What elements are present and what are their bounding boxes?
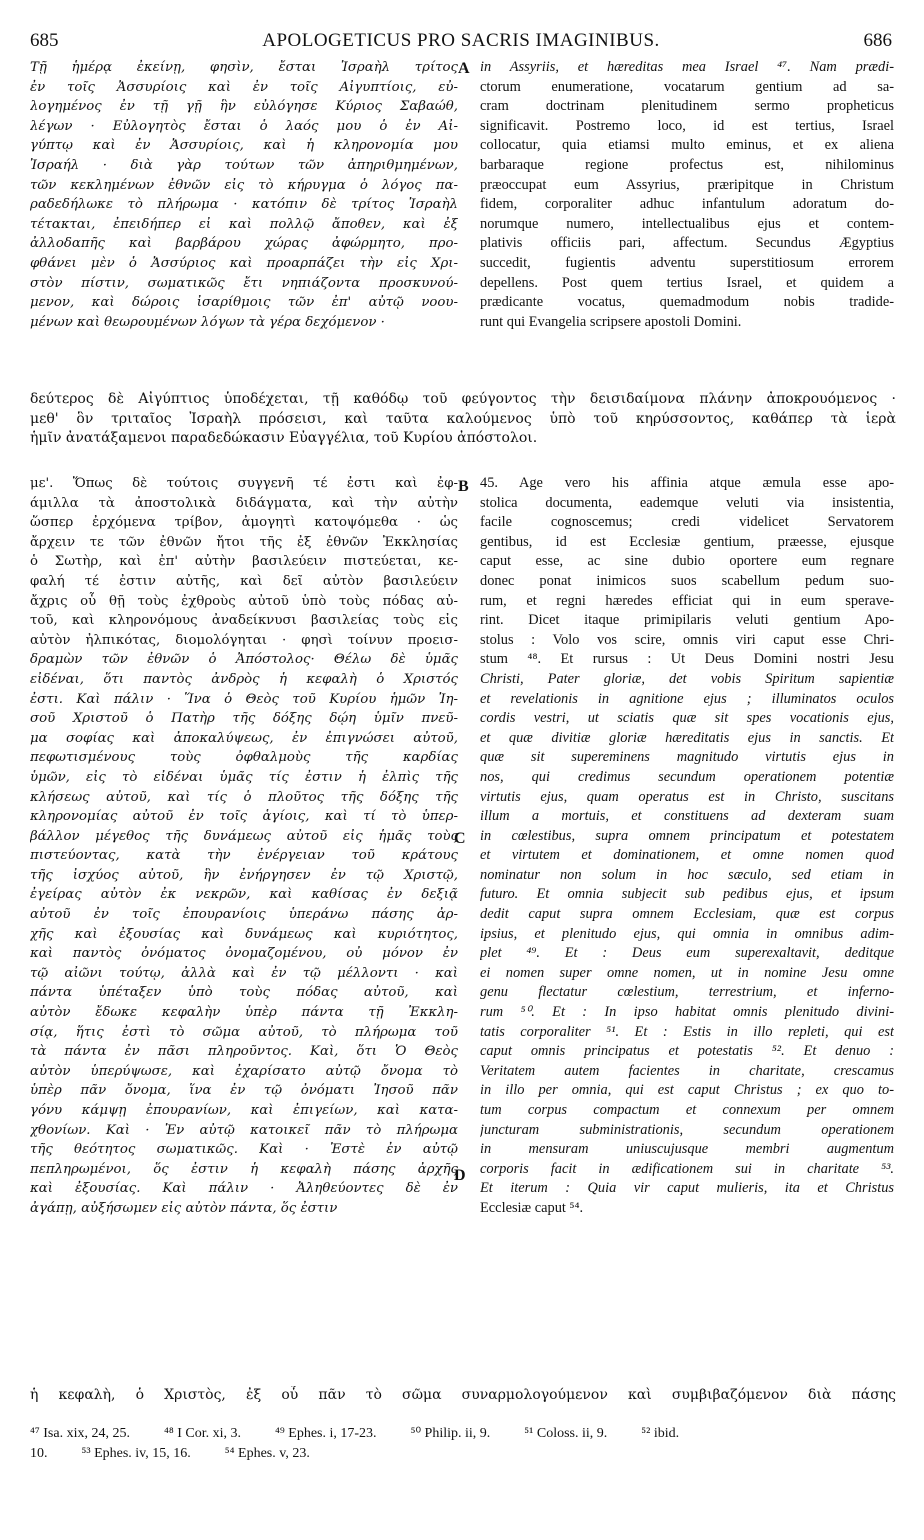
latin-text-line: in Assyriis, et hæreditas mea Israel ⁴⁷. Nam prædi-: [480, 59, 894, 75]
footnote-reference: ⁵¹ Coloss. ii, 9.: [524, 1426, 608, 1441]
latin-text-line: ctorum enumeratione, vocatarum gentium ad sa-: [480, 78, 894, 95]
latin-text-line: rint. Dicet itaque primipilaris veluti gentium Apo-: [480, 612, 894, 629]
greek-text-line: κλήσεως αὐτοῦ, καὶ τίς ὁ πλοῦτος τῆς δόξης τῆς: [30, 789, 458, 805]
latin-text-line: ipsius, et plenitudo ejus, qui omnia in omnibus adim-: [480, 925, 894, 942]
greek-text-line: Ἰσραήλ · διὰ γὰρ τούτων τῶν ἀπηριθμημένων,: [30, 157, 458, 173]
greek-text-line: γύπτῳ καὶ ἐν Ἀσσυρίοις, καὶ ἡ κληρονομία μου: [30, 138, 458, 154]
greek-text-line: μένων καὶ θεωρουμένων λόγων τὰ γέρα δεχόμενον ·: [30, 314, 385, 330]
footnote-reference: ⁵⁰ Philip. ii, 9.: [410, 1426, 491, 1441]
footnote-reference: ⁴⁹ Ephes. i, 17-23.: [275, 1426, 377, 1441]
latin-column-main: [480, 474, 894, 1219]
greek-text-line: δραμὼν τῶν ἐθνῶν ὁ Ἀπόστολος· Θέλω δὲ ὑμᾶς: [30, 652, 458, 668]
greek-text-line: τῆς θεότητος σωματικῶς. Καὶ · Ἐστὲ ἐν αὐτῷ: [30, 1142, 458, 1158]
greek-column-main: [30, 474, 458, 1219]
latin-text-line: depellens. Post quem tertius Israel, et quidem a: [480, 274, 894, 291]
greek-text-line: ραδεδήλωκε τὸ πλήρωμα · κατόπιν δὲ τρίτος Ἰσραὴλ: [30, 197, 458, 213]
greek-text-line: βάλλον μέγεθος τῆς δυνάμεως αὐτοῦ εἰς ἡμᾶς τοὺς: [30, 828, 458, 844]
latin-text-line: præoccupat eum Assyrius, præripitque in Christum: [480, 176, 894, 193]
latin-text-line: donec ponat inimicos suos scabellum pedum suo-: [480, 572, 894, 589]
greek-text-line: ἐγείρας αὐτὸν ἐκ νεκρῶν, καὶ καθίσας ἐν δεξιᾷ: [30, 887, 458, 903]
latin-text-line: et quæ divitiæ gloriæ hæreditatis ejus in sanctis. Et: [480, 729, 894, 746]
latin-text-line: fidem, corporaliter adhuc infantulum adoratum do-: [480, 196, 894, 213]
greek-text-line: σοῦ Χριστοῦ ὁ Πατὴρ τῆς δόξης δῴη ὑμῖν πνεῦ-: [30, 711, 458, 727]
latin-text-line: plativis officiis pari, affectum. Secundus Ægyptius: [480, 235, 894, 252]
latin-text-line: prædicante vocatus, quemadmodum nobis tradide-: [480, 294, 894, 311]
latin-text-line: genu flectatur cœlestium, terrestrium, et inferno-: [480, 984, 894, 1001]
latin-text-line: stolus : Volo vos scire, omnis viri caput esse Chri-: [480, 631, 894, 648]
latin-text-line: quæ sit supereminens magnitudo virtutis ejus in: [480, 749, 894, 766]
footnote-reference: ⁵⁴ Ephes. v, 23.: [224, 1446, 310, 1461]
greek-text-line: πάντα ὑπέταξεν ὑπὸ τοὺς πόδας αὐτοῦ, καὶ: [30, 985, 458, 1001]
greek-text-line: γόνυ κάμψῃ ἐπουρανίων, καὶ ἐπιγείων, καὶ κατα-: [30, 1103, 458, 1118]
greek-text-line: καὶ ἐξουσίας. Καὶ πάλιν · Ἀληθεύοντες δὲ ἐν: [30, 1181, 458, 1197]
greek-text-line: αὐτὸν ὑπερύψωσε, καὶ ἐχαρίσατο αὐτῷ ὄνομα τὸ: [30, 1063, 458, 1079]
page-number-left: 685: [30, 30, 59, 51]
greek-text-line: σίᾳ, ἥτις ἐστὶ τὸ σῶμα αὐτοῦ, τὸ πλήρωμα τοῦ: [30, 1024, 458, 1040]
footnote-reference: 10.: [30, 1446, 48, 1461]
greek-wide-passage: [30, 390, 896, 449]
latin-text-line: futuro. Et omnia subjecit sub pedibus ejus, et ipsum: [480, 886, 894, 903]
latin-column-top: [480, 58, 894, 332]
greek-text-line: ἐστι. Καὶ πάλιν · Ἵνα ὁ Θεὸς τοῦ Κυρίου ἡμῶν Ἰη-: [30, 691, 458, 707]
latin-text-line: rum ⁵⁰. Et : In ipso habitat omnis plenitudo divini-: [480, 1004, 894, 1021]
greek-text-line: χθονίων. Καὶ · Ἐν αὐτῷ κατοικεῖ πᾶν τὸ πλήρωμα: [30, 1122, 458, 1138]
greek-bottom-line: ἡ κεφαλὴ, ὁ Χριστὸς, ἐξ οὗ πᾶν τὸ σῶμα συναρμολογούμενον καὶ συμβιβαζόμενον διὰ πάσης: [30, 1387, 896, 1403]
latin-text-line: stum ⁴⁸. Et rursus : Ut Deus Domini nostri Jesu: [480, 651, 894, 668]
latin-text-line: facile cognoscemus; credi videlicet Servatorem: [480, 514, 894, 531]
greek-text-line: λέγων · Εὐλογητὸς ἔσται ὁ λαός μου ὁ ἐν Αἰ-: [30, 118, 458, 134]
footnote-line: [30, 1444, 900, 1464]
greek-text-line: εἰδέναι, ὅτι παντὸς ἀνδρὸς ἡ κεφαλὴ ὁ Χριστός: [30, 671, 458, 687]
greek-text-line: φαλή τέ ἐστιν αὐτῆς, καὶ δεῖ αὐτὸν βασιλεύειν: [30, 573, 458, 589]
latin-text-line: nominatur non solum in hoc sæculo, sed etiam in: [480, 866, 894, 883]
latin-text-line: in illo per omnia, qui est caput Christus ; ex quo to-: [480, 1082, 894, 1099]
margin-marker-c: C: [454, 830, 466, 847]
latin-text-line: tatis corporaliter ⁵¹. Et : Estis in illo repleti, qui est: [480, 1023, 894, 1040]
page-header: [30, 30, 892, 60]
greek-text-line: πιστεύοντας, κατὰ τὴν ἐνέργειαν τοῦ κράτους: [30, 848, 458, 864]
greek-text-line: με'. Ὅπως δὲ τούτοις συγγενῆ τέ ἐστι καὶ ἐφ-: [30, 476, 458, 491]
page-number-right: 686: [863, 30, 892, 51]
latin-text-line: cordis vestri, ut sciatis quæ sit spes vocationis ejus,: [480, 710, 894, 727]
greek-text-line: αὐτοῦ ἐν τοῖς ἐπουρανίοις ὑπεράνω πάσης ἀρ-: [30, 907, 458, 923]
greek-text-line: αὐτὸν ἠλπικότας, διομολόγηται · φησὶ τοίνυν προεισ-: [30, 632, 458, 648]
latin-text-line: plet ⁴⁹. Et : Deus eum superexaltavit, deditque: [480, 945, 894, 962]
latin-text-line: in cœlestibus, supra omnem principatum et potestatem: [480, 827, 894, 844]
latin-text-line: significavit. Postremo loco, id est tertius, Israel: [480, 117, 894, 134]
footnote-reference: ⁴⁷ Isa. xix, 24, 25.: [30, 1426, 130, 1441]
latin-text-line: illum a mortuis, et constituens ad dexteram suam: [480, 808, 894, 825]
greek-text-line: μενον, καὶ δώροις ἰσαρίθμοις τῶν ἐπ' αὐτῷ νοου-: [30, 295, 458, 311]
latin-text-line: caput esse, ac sine dubio oportere eum regnare: [480, 553, 894, 570]
greek-text-line: φθάνει μὲν ὁ Ἀσσύριος καὶ προαρπάζει τὴν εἰς Χρι-: [30, 255, 458, 271]
greek-text-line: χῆς καὶ ἐξουσίας καὶ δυνάμεως καὶ κυριότητος,: [30, 926, 458, 942]
greek-text-line: ὑμῶν, εἰς τὸ εἰδέναι ὑμᾶς τίς ἐστιν ἡ ἐλπὶς τῆς: [30, 769, 458, 785]
greek-text-line: ἀγάπῃ, αὐξήσωμεν εἰς αὐτὸν πάντα, ὅς ἐστιν: [30, 1200, 338, 1216]
latin-text-line: nos, qui credimus secundum operationem potentiæ: [480, 768, 894, 785]
greek-text-line: ἐν τοῖς Ἀσσυρίοις καὶ ἐν τοῖς Αἰγυπτίοις, εὐ-: [30, 79, 458, 95]
greek-text-line: ὑπὲρ πᾶν ὄνομα, ἵνα ἐν τῷ ὀνόματι Ἰησοῦ πᾶν: [30, 1083, 458, 1099]
latin-text-line: collocatur, quia etiamsi multo eminus, et ex aliena: [480, 137, 894, 154]
latin-text-line: caput omnis principatus et potestatis ⁵². Et denuo :: [480, 1043, 894, 1060]
greek-text-line: αὐτὸν ἔδωκε κεφαλὴν ὑπὲρ πάντα τῇ Ἐκκλη-: [30, 1005, 458, 1021]
greek-text-line: στὸν πίστιν, σωματικῶς ἔτι νηπιάζοντα προσκυνού-: [30, 275, 458, 291]
footnote-reference: ⁴⁸ I Cor. xi, 3.: [163, 1426, 242, 1441]
greek-text-line: τοῦ, καὶ κληρονόμους ἀναδείκνυσι βασιλείας τοὺς εἰς: [30, 613, 458, 629]
greek-text-line: ἄχρις οὗ θῇ τοὺς ἐχθροὺς αὐτοῦ ὑπὸ τοὺς πόδας αὐ-: [30, 593, 458, 609]
greek-text-line: καὶ παντὸς ὀνόματος ὀνομαζομένου, οὐ μόνον ἐν: [30, 946, 458, 962]
greek-text-line: τῆς ἰσχύος αὐτοῦ, ἣν ἐνήργησεν ἐν τῷ Χριστῷ,: [30, 867, 458, 883]
margin-marker-d: D: [454, 1167, 466, 1184]
footnote-reference: ⁵² ibid.: [641, 1426, 680, 1441]
greek-text-line: ὁ Σωτὴρ, καὶ ἐπ' αὐτὴν βασιλεύειν πιστεύεται, κε-: [30, 554, 458, 570]
greek-text-line: ἀλλοδαπῆς καὶ βαρβάρου χώρας ἀφώρμητο, προ-: [30, 236, 458, 252]
running-title: APOLOGETICUS PRO SACRIS IMAGINIBUS.: [262, 30, 660, 51]
latin-text-line: et virtutem et dominationem, et omne nomen quod: [480, 847, 894, 864]
greek-text-line: πεπληρωμένοι, ὅς ἐστιν ἡ κεφαλὴ πάσης ἀρχῆς: [30, 1161, 458, 1177]
margin-marker-a: A: [458, 60, 470, 77]
latin-text-line: juncturam subministrationis, secundum operationem: [480, 1121, 894, 1138]
latin-text-line: norumque numero, intellectualibus ejus et contem-: [480, 215, 894, 232]
latin-text-line: et revelationis in agnitione ejus ; illuminatos oculos: [480, 690, 894, 707]
latin-text-line: barbaraque regione profectus est, nihilominus: [480, 156, 894, 173]
footnote-line: [30, 1424, 900, 1444]
latin-text-line: corporis facit in ædificationem sui in charitate ⁵³.: [480, 1160, 894, 1177]
greek-text-line: ἄρχειν τε τῶν ἐθνῶν ἤτοι τῆς ἐξ ἐθνῶν Ἐκκλησίας: [30, 534, 458, 550]
greek-text-line: κληρονομίας αὐτοῦ ἐν τοῖς ἁγίοις, καὶ τί τὸ ὑπερ-: [30, 809, 458, 825]
margin-marker-b: B: [458, 478, 469, 495]
greek-wide-text-line: μεθ' ὃν τριταῖος Ἰσραὴλ πρόσεισι, καὶ ταῦτα καλούμενος ὑπὸ τοῦ κηρύσσοντος, καθάπερ τὰ ἱερὰ: [30, 410, 896, 427]
latin-text-line: Et iterum : Quia vir caput mulieris, ita et Christus: [480, 1180, 894, 1197]
greek-text-line: Τῇ ἡμέρᾳ ἐκείνῃ, φησὶν, ἔσται Ἰσραὴλ τρίτος: [30, 60, 458, 75]
latin-text-line: Ecclesiæ caput ⁵⁴.: [480, 1199, 584, 1216]
greek-text-line: τῶν κεκλημένων ἐθνῶν εἰς τὸ κήρυγμα ὁ λόγος πα-: [30, 177, 458, 193]
latin-text-line: stolica documenta, eademque veluti via insistentia,: [480, 494, 894, 511]
greek-text-line: λογημένος ἐν τῇ γῇ ἣν εὐλόγησε Κύριος Σαβαώθ,: [30, 99, 458, 115]
latin-text-line: 45. Age vero his affinia atque æmula esse apo-: [480, 475, 894, 491]
greek-wide-text-line: δεύτερος δὲ Αἰγύπτιος ὑποδέχεται, τῇ καθόδῳ τοῦ φεύγοντος τὴν δεισιδαίμονα πλάνην ἀποκρουόμενος ·: [30, 391, 896, 407]
latin-text-line: tum corpus compactum et connexum per omnem: [480, 1102, 894, 1118]
greek-column-top: [30, 58, 458, 332]
latin-text-line: virtutis ejus, quam operatus est in Christo, suscitans: [480, 788, 894, 805]
latin-text-line: ei nomen super omne nomen, ut in nomine Jesu omne: [480, 964, 894, 981]
latin-text-line: gentibus, id est Ecclesiæ gentium, præesse, ejusque: [480, 533, 894, 550]
latin-text-line: cram doctrinam plenitudinem sermo propheticus: [480, 98, 894, 115]
latin-text-line: succedit, fugientis adventu superstitiosum errorem: [480, 254, 894, 271]
greek-text-line: τέτακται, ἐπειδήπερ εἰ καὶ πολλῷ ἄποθεν, καὶ ἐξ: [30, 216, 458, 232]
greek-text-line: μα σοφίας καὶ ἀποκαλύψεως, ἐν ἐπιγνώσει αὐτοῦ,: [30, 730, 458, 746]
footnote-reference: ⁵³ Ephes. iv, 15, 16.: [81, 1446, 191, 1461]
footnotes: [30, 1424, 900, 1464]
latin-text-line: rum, et regni hæredes efficiat qui in eum speravе-: [480, 592, 894, 609]
latin-text-line: Veritatem autem facientes in charitate, crescamus: [480, 1062, 894, 1079]
greek-text-line: τὰ πάντα ἐν πᾶσι πληροῦντος. Καὶ, ὅτι Ὁ Θεὸς: [30, 1044, 458, 1060]
greek-text-line: τῷ αἰῶνι τούτῳ, ἀλλὰ καὶ ἐν τῷ μέλλοντι · καὶ: [30, 965, 458, 981]
greek-wide-text-line: ἡμῖν ἀνατάξαμενοι παραδεδώκασιν Εὐαγγέλια, τοῦ Κυρίου ἀπόστολοι.: [30, 430, 538, 447]
greek-text-line: ὥσπερ ἐρχόμενα τρίβον, ἀμογητὶ κατοψόμεθα · ὡς: [30, 515, 458, 531]
latin-text-line: dedit caput supra omnem Ecclesiam, quæ est corpus: [480, 906, 894, 923]
latin-text-line: Christi, Pater gloriæ, det vobis Spiritum sapientiæ: [480, 670, 894, 687]
greek-text-line: πεφωτισμένους τοὺς ὀφθαλμοὺς τῆς καρδίας: [30, 750, 458, 766]
greek-text-line: άμιλλα τὰ ἀποστολικὰ διδάγματα, καὶ τὴν αὐτὴν: [30, 495, 458, 511]
latin-text-line: runt qui Evangelia scripsere apostoli Domini.: [480, 313, 742, 330]
latin-text-line: in mensuram uniuscujusque membri augmentum: [480, 1141, 894, 1158]
